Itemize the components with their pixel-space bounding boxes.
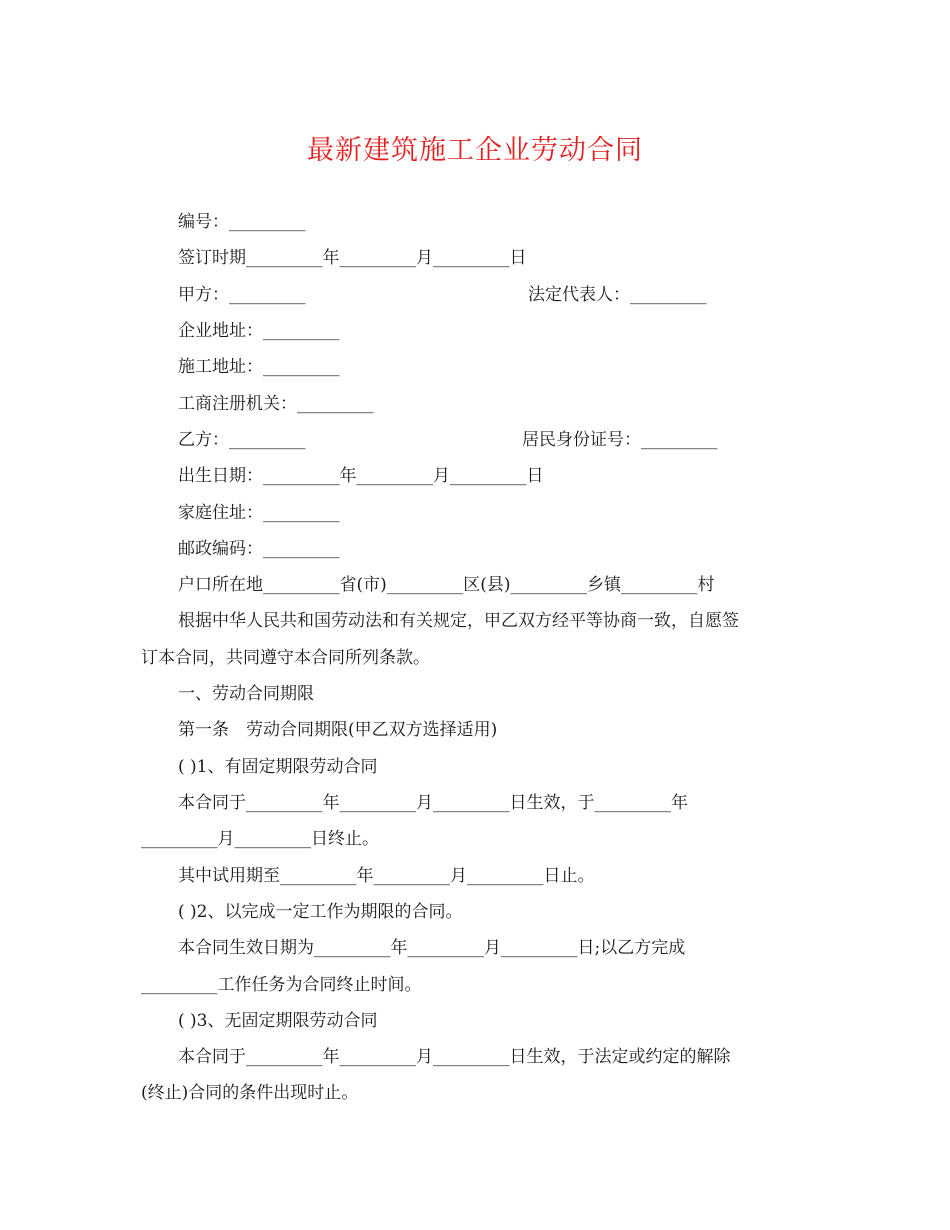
option-1-heading: ( )1、有固定期限劳动合同 — [178, 757, 378, 777]
legal-representative: 法定代表人：_________ — [528, 285, 707, 305]
option-2-text-line-1: 本合同生效日期为_________年_________月_________日;以乙方完成 — [178, 938, 686, 958]
construction-site-address: 施工地址：_________ — [178, 357, 340, 377]
signing-date: 签订时期_________年_________月_________日 — [178, 248, 527, 268]
option-1-text-line-1: 本合同于_________年_________月_________日生效，于_________年 — [178, 793, 688, 813]
option-2-heading: ( )2、以完成一定工作为期限的合同。 — [178, 902, 463, 922]
option-3-text-line-2: (终止)合同的条件出现时止。 — [141, 1083, 359, 1103]
option-1-text-line-2: _________月_________日终止。 — [141, 829, 379, 849]
article-1: 第一条 劳动合同期限(甲乙双方选择适用) — [178, 720, 498, 740]
option-2-text-line-2: _________工作任务为合同终止时间。 — [141, 975, 422, 995]
company-address: 企业地址：_________ — [178, 321, 340, 341]
document-title: 最新建筑施工企业劳动合同 — [307, 135, 643, 166]
option-3-text-line-1: 本合同于_________年_________月_________日生效，于法定或约定的解除 — [178, 1047, 731, 1067]
option-3-heading: ( )3、无固定期限劳动合同 — [178, 1011, 378, 1031]
party-a: 甲方：_________ — [178, 285, 306, 305]
intro-paragraph-line-1: 根据中华人民共和国劳动法和有关规定，甲乙双方经平等协商一致，自愿签 — [178, 611, 739, 631]
party-b: 乙方：_________ — [178, 430, 306, 450]
probation-period: 其中试用期至_________年_________月_________日止。 — [178, 866, 595, 886]
registration-authority: 工商注册机关：_________ — [178, 394, 374, 414]
birth-date: 出生日期：_________年_________月_________日 — [178, 466, 544, 486]
intro-paragraph-line-2: 订本合同，共同遵守本合同所列条款。 — [141, 648, 430, 668]
household-registration: 户口所在地_________省(市)_________区(县)_________乡镇_________村 — [178, 575, 715, 595]
home-address: 家庭住址：_________ — [178, 503, 340, 523]
contract-number: 编号：_________ — [178, 212, 306, 232]
section-heading-1: 一、劳动合同期限 — [178, 684, 314, 704]
postal-code: 邮政编码：_________ — [178, 539, 340, 559]
id-number: 居民身份证号：_________ — [522, 430, 718, 450]
